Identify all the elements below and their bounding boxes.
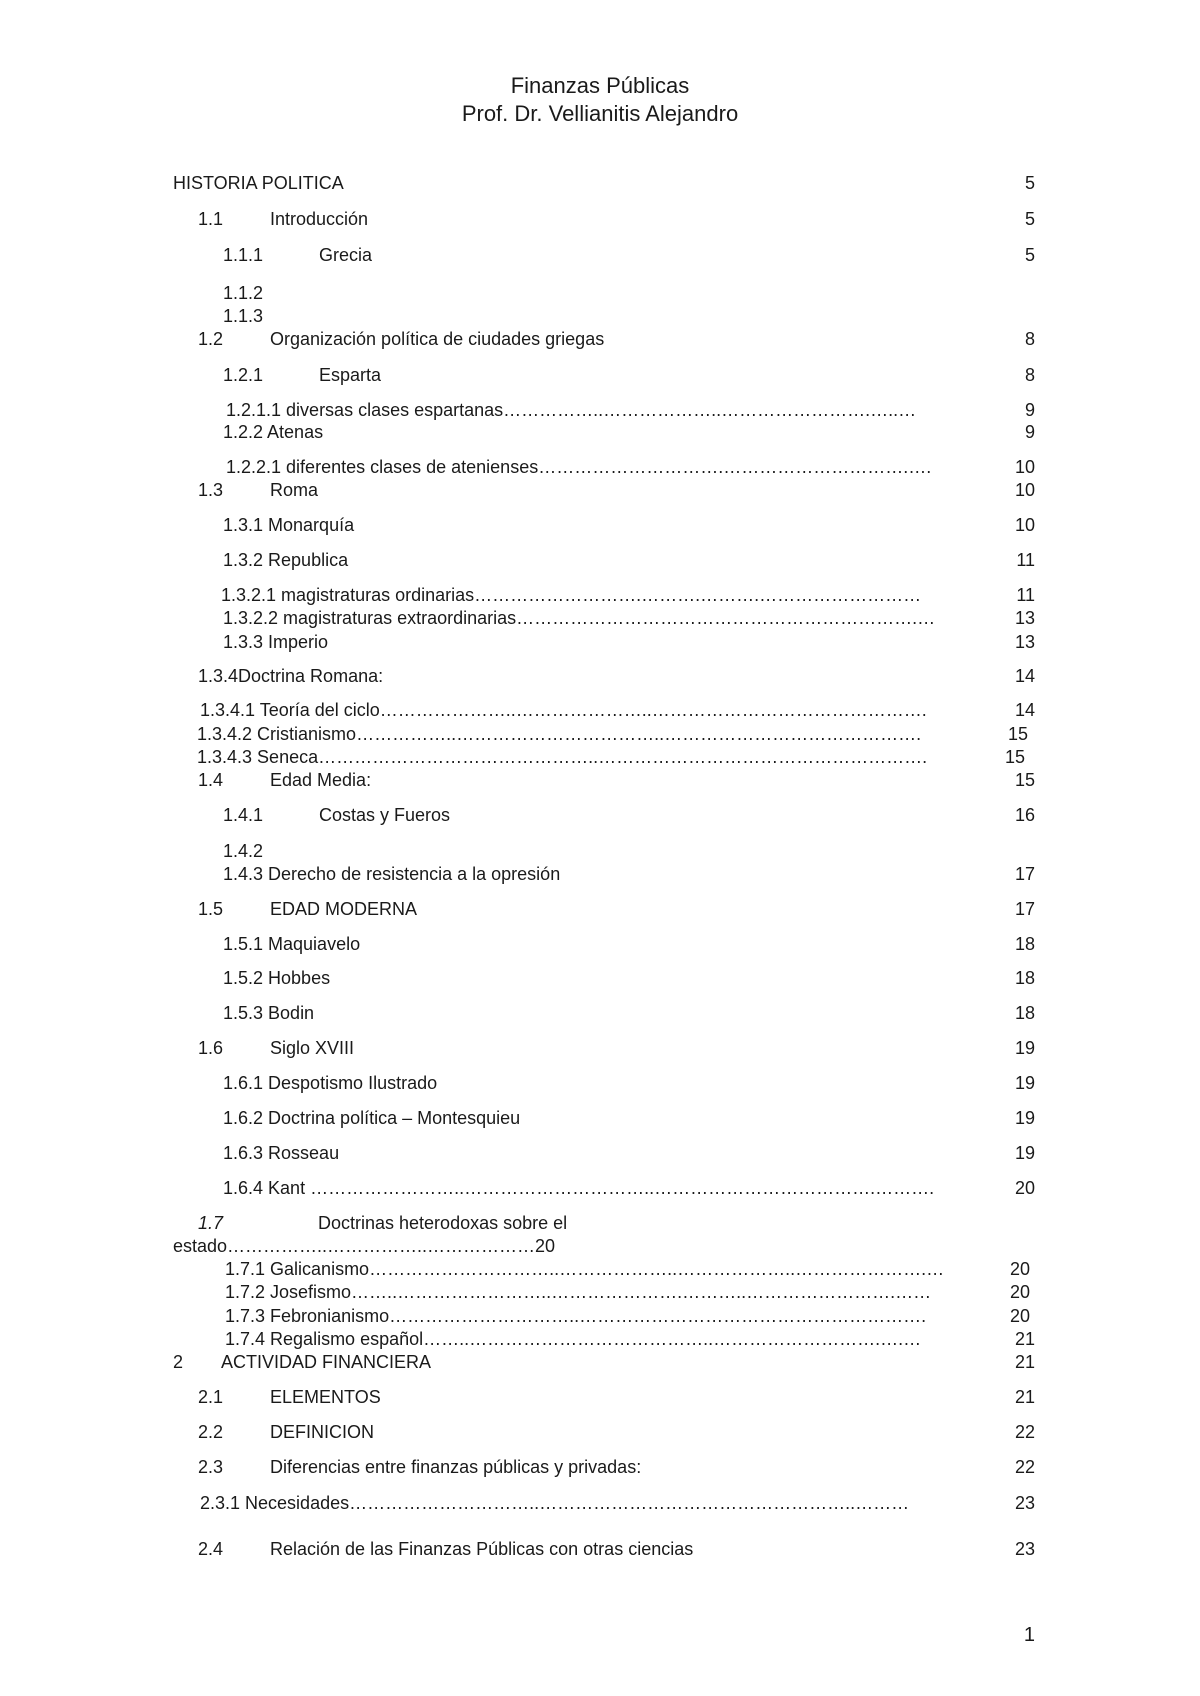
toc-entry-page: 11 [1016, 550, 1035, 570]
toc-entry-page: 19 [1014, 1143, 1035, 1163]
toc-entry[interactable] [198, 327, 1035, 351]
toc-entry-label: 1.2.1.1 diversas clases espartanas……………..………………..…………………….…..… [226, 400, 917, 420]
toc-entry-label: 1.6.4 Kant ……………………..…………………………..……………………………….………. [223, 1178, 935, 1198]
toc-entry-page: 9 [1024, 400, 1035, 420]
toc-entry-number: 1.4.1 [223, 805, 264, 825]
toc-entry-number: 2.4 [198, 1539, 224, 1559]
toc-entry-page: 19 [1014, 1038, 1035, 1058]
toc-entry-label: Costas y Fueros [319, 805, 451, 825]
toc-entry-number: 1.7 [198, 1213, 224, 1233]
toc-entry[interactable] [223, 243, 1035, 267]
toc-entry-label: Organización política de ciudades griegas [270, 329, 605, 349]
toc-entry-number: 1.6 [198, 1038, 224, 1058]
toc-entry-label: Esparta [319, 365, 382, 385]
toc-entry-page: 5 [1024, 173, 1035, 193]
toc-entry-number: 1.5 [198, 899, 224, 919]
toc-entry[interactable] [223, 1176, 1035, 1200]
toc-entry-label: Diferencias entre finanzas públicas y privadas: [270, 1457, 642, 1477]
toc-entry-page: 11 [1016, 585, 1035, 605]
toc-entry-number: 1.3 [198, 480, 224, 500]
toc-entry[interactable] [173, 171, 1035, 195]
toc-entry[interactable] [223, 1141, 1035, 1165]
toc-entry-page: 21 [1014, 1352, 1035, 1372]
toc-entry-number: 2 [173, 1352, 184, 1372]
toc-entry-number: 1.2.1 [223, 365, 264, 385]
toc-entry-label: 1.7.2 Josefismo……..……………………..………………….………..…………………….…… [225, 1282, 932, 1302]
toc-entry[interactable] [223, 1001, 1035, 1025]
toc-entry-label: ACTIVIDAD FINANCIERA [221, 1352, 432, 1372]
toc-entry[interactable] [198, 1036, 1035, 1060]
toc-entry[interactable] [223, 1071, 1035, 1095]
toc-entry-label: Relación de las Finanzas Públicas con otras ciencias [270, 1539, 694, 1559]
toc-entry-page: 20 [1014, 1178, 1035, 1198]
toc-entry[interactable] [200, 698, 1035, 722]
toc-entry[interactable] [223, 839, 1035, 863]
toc-entry-label: 1.3.2.1 magistraturas ordinarias……………………….……….……….……………………… [221, 585, 922, 605]
toc-entry[interactable] [197, 745, 1025, 769]
toc-entry-page: 8 [1024, 365, 1035, 385]
toc-entry[interactable] [173, 1350, 1035, 1374]
toc-entry-label: ELEMENTOS [270, 1387, 381, 1407]
toc-entry[interactable] [198, 664, 1035, 688]
toc-entry-page: 19 [1014, 1108, 1035, 1128]
toc-entry-label: Roma [270, 480, 319, 500]
toc-entry-number: 1.4.2 [223, 841, 264, 861]
toc-entry-number: 1.1 [198, 209, 224, 229]
toc-entry[interactable] [223, 862, 1035, 886]
toc-entry[interactable] [198, 1455, 1035, 1479]
toc-entry[interactable] [223, 420, 1035, 444]
toc-entry-page: 17 [1014, 899, 1035, 919]
toc-entry-number: 1.4 [198, 770, 224, 790]
toc-entry[interactable] [225, 1304, 1030, 1328]
toc-entry-label: 1.5.2 Hobbes [223, 968, 331, 988]
toc-entry-page: 14 [1014, 666, 1035, 686]
toc-entry[interactable] [226, 398, 1035, 422]
toc-entry-label: 1.7.4 Regalismo español……..…………………………………..……………………….….… [225, 1329, 922, 1349]
toc-entry[interactable] [223, 606, 1035, 630]
toc-entry[interactable] [223, 304, 1035, 328]
toc-entry-label: 1.3.1 Monarquía [223, 515, 355, 535]
toc-entry[interactable] [226, 455, 1035, 479]
toc-entry-label: 1.6.1 Despotismo Ilustrado [223, 1073, 438, 1093]
toc-entry-label: Siglo XVIII [270, 1038, 355, 1058]
toc-entry[interactable] [225, 1257, 1030, 1281]
toc-entry-page: 20 [1009, 1282, 1030, 1302]
toc-entry-label: 1.3.3 Imperio [223, 632, 329, 652]
toc-entry-page: 21 [1014, 1387, 1035, 1407]
toc-entry-page: 13 [1014, 632, 1035, 652]
toc-entry[interactable] [223, 513, 1035, 537]
toc-entry-label: 1.3.2.2 magistraturas extraordinarias………………………………………………………….… [223, 608, 936, 628]
toc-entry[interactable] [225, 1280, 1030, 1304]
page-number: 1 [1023, 1624, 1035, 1646]
document-title: Finanzas Públicas [510, 73, 690, 98]
toc-entry-label: 1.3.4.2 Cristianismo……………..……………………………..……………………………………. [197, 724, 922, 744]
toc-entry-label: 1.2.2 Atenas [223, 422, 324, 442]
toc-entry[interactable] [223, 966, 1035, 990]
toc-entry-page: 15 [1004, 747, 1025, 767]
toc-entry[interactable] [221, 583, 1035, 607]
toc-entry[interactable] [223, 803, 1035, 827]
toc-entry[interactable] [198, 768, 1035, 792]
toc-entry-page: 18 [1014, 968, 1035, 988]
toc-entry-label: 1.6.3 Rosseau [223, 1143, 340, 1163]
toc-entry[interactable] [223, 1106, 1035, 1130]
toc-entry-number: 2.2 [198, 1422, 224, 1442]
toc-entry[interactable] [223, 548, 1035, 572]
toc-entry-label: 1.7.1 Galicanismo…………………………..………………..………………..………………….… [225, 1259, 945, 1279]
toc-entry-label: 1.3.4.3 Seneca………………………………………..………………………………………………. [197, 747, 928, 767]
toc-entry[interactable] [198, 1420, 1035, 1444]
document-author: Prof. Dr. Vellianitis Alejandro [461, 101, 739, 126]
toc-entry-page: 20 [1009, 1259, 1030, 1279]
toc-entry[interactable] [173, 1234, 1035, 1258]
toc-entry[interactable] [225, 1327, 1035, 1351]
toc-entry[interactable] [198, 1537, 1035, 1561]
toc-entry-label: 1.6.2 Doctrina política – Montesquieu [223, 1108, 521, 1128]
toc-entry-label: EDAD MODERNA [270, 899, 418, 919]
toc-entry-page: 15 [1007, 724, 1028, 744]
toc-entry-page: 10 [1014, 515, 1035, 535]
toc-entry-label: Grecia [319, 245, 373, 265]
toc-entry-label: estado……………..……………..………………20 [173, 1236, 556, 1256]
toc-entry-number: 1.2 [198, 329, 224, 349]
toc-entry-page: 13 [1014, 608, 1035, 628]
toc-entry[interactable] [223, 281, 1035, 305]
toc-entry-page: 18 [1014, 1003, 1035, 1023]
toc-entry-page: 23 [1014, 1539, 1035, 1559]
toc-entry[interactable] [197, 722, 1028, 746]
toc-entry-number: 1.1.2 [223, 283, 264, 303]
toc-entry-label: Introducción [270, 209, 369, 229]
toc-entry-page: 10 [1014, 457, 1035, 477]
toc-entry-label: 1.3.2 Republica [223, 550, 349, 570]
toc-entry-number: 1.1.3 [223, 306, 264, 326]
toc-entry-label: 1.2.2.1 diferentes clases de atenienses………………………….………………………….…. [226, 457, 932, 477]
toc-entry-page: 20 [1009, 1306, 1030, 1326]
toc-entry-label: 1.5.3 Bodin [223, 1003, 315, 1023]
toc-entry-page: 10 [1014, 480, 1035, 500]
toc-entry-page: 23 [1014, 1493, 1035, 1513]
toc-entry-label: 1.3.4Doctrina Romana: [198, 666, 384, 686]
toc-entry-page: 15 [1014, 770, 1035, 790]
toc-entry-label: 1.3.4.1 Teoría del ciclo…………………..…………………..………………………………………. [200, 700, 927, 720]
toc-entry-page: 5 [1024, 245, 1035, 265]
toc-entry-number: 2.1 [198, 1387, 224, 1407]
toc-entry-page: 21 [1014, 1329, 1035, 1349]
toc-entry-page: 22 [1014, 1422, 1035, 1442]
toc-entry-page: 19 [1014, 1073, 1035, 1093]
toc-entry-label: 1.7.3 Febronianismo…………………………..…………………………………………………. [225, 1306, 927, 1326]
toc-entry[interactable] [198, 1211, 1035, 1235]
toc-entry-page: 9 [1024, 422, 1035, 442]
toc-entry-label: 1.5.1 Maquiavelo [223, 934, 361, 954]
toc-entry-label: Edad Media: [270, 770, 372, 790]
toc-entry-page: 18 [1014, 934, 1035, 954]
toc-entry[interactable] [198, 207, 1035, 231]
toc-entry-page: 17 [1014, 864, 1035, 884]
toc-entry[interactable] [198, 478, 1035, 502]
toc-entry[interactable] [198, 897, 1035, 921]
toc-entry-page: 16 [1014, 805, 1035, 825]
toc-entry-label: 2.3.1 Necesidades…………………………..……………………………………………..……… [200, 1493, 910, 1513]
toc-entry-page: 5 [1024, 209, 1035, 229]
toc-entry[interactable] [223, 363, 1035, 387]
toc-entry-page: 14 [1014, 700, 1035, 720]
toc-entry-label: DEFINICION [270, 1422, 375, 1442]
toc-entry-label: Doctrinas heterodoxas sobre el [318, 1213, 568, 1233]
toc-entry-page: 22 [1014, 1457, 1035, 1477]
toc-entry[interactable] [223, 932, 1035, 956]
toc-entry-page: 8 [1024, 329, 1035, 349]
toc-entry-label: 1.4.3 Derecho de resistencia a la opresión [223, 864, 561, 884]
toc-entry[interactable] [200, 1491, 1035, 1515]
toc-entry[interactable] [223, 630, 1035, 654]
toc-entry[interactable] [198, 1385, 1035, 1409]
toc-entry-number: 2.3 [198, 1457, 224, 1477]
toc-entry-label: HISTORIA POLITICA [173, 173, 344, 193]
toc-entry-number: 1.1.1 [223, 245, 264, 265]
